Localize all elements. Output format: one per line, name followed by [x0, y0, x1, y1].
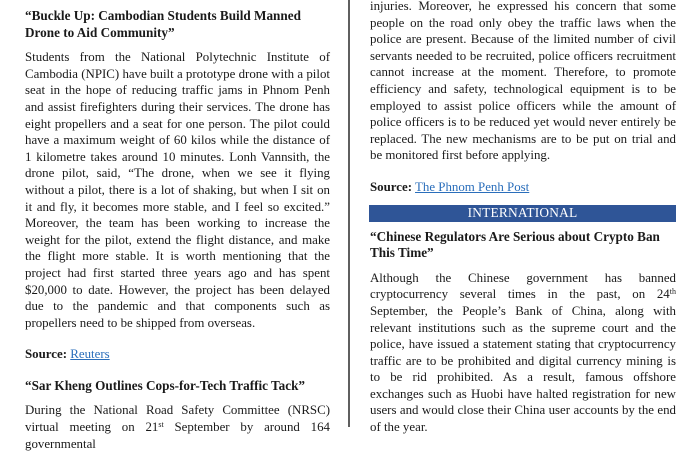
source-link-phnom-penh-post[interactable]: The Phnom Penh Post: [415, 179, 530, 194]
article-headline-drone: “Buckle Up: Cambodian Students Build Manned Drone to Aid Community”: [25, 8, 301, 40]
right-column: [370, 0, 676, 436]
body-text: Although the Chinese government has banned cryptocurrency several times in the past, on 24: [370, 270, 676, 302]
source-link-reuters[interactable]: Reuters: [70, 347, 110, 362]
article-body-sar-kheng-continued: injuries. Moreover, he expressed his concern that some people on the road only obey the traffic laws when the police are present. Because of the limited number of civil servants needed to be recruited, police officers recruitment cannot increase at the moment. Therefore, to promote efficiency and safety, technological equipment is to be employed to assist police officers while the amount of police officers is to be reduced yet would never entirely be replaced. The new mechanisms are to be put on trial and be monitored first before applying.: [370, 0, 676, 163]
article-headline-sar-kheng: “Sar Kheng Outlines Cops-for-Tech Traffic Tack”: [25, 377, 306, 393]
article-body-crypto: [370, 270, 676, 436]
source-label: Source:: [370, 179, 413, 194]
section-banner-international: INTERNATIONAL: [369, 205, 676, 222]
source-label: Source:: [25, 347, 68, 362]
column-divider: [348, 0, 350, 427]
body-text: During the National Road Safety Committee (NRSC) virtual meeting on 21: [25, 403, 330, 435]
article-headline-crypto: “Chinese Regulators Are Serious about Crypto Ban This Time”: [370, 228, 660, 261]
body-text: September, the People’s Bank of China, along with relevant institutions such as the supreme court and the police, have issued a statement stating that cryptocurrency traffic are to be prohibited and digital currency mining is to be rid prohibited. As a result, famous offshore exchanges such as Huobi have halted registration for new users and would close their China user accounts by the end of the year.: [370, 303, 676, 435]
ordinal-suffix: st: [158, 420, 164, 430]
source-line-reuters: [25, 346, 330, 363]
ordinal-suffix: th: [669, 287, 676, 297]
source-line-phnom-penh-post: [370, 179, 676, 196]
article-body-drone: Students from the National Polytechnic Institute of Cambodia (NPIC) have built a prototype drone with a pilot seat in the hope of reducing traffic jams in Phnom Penh and assist firefighters during their services. The drone has eight propellers and a seat for one person. The pilot could have a maximum weight of 60 kilos while the distance of 1 kilometre takes around 10 minutes. Lonh Vannsith, the drone pilot, said, “The drone, when we see it flying without a pilot, there is a lot of shaking, but when I sit on it and fly, it becomes more stable, and I feel so excited.” Moreover, the team has been working to increase the weight for the pilot, extend the flight distance, and make the flight more stable. It is worth mentioning that the project had first started three years ago and has spent $20,000 to date. However, the project has been delayed due to the pandemic and that components such as propellers need to be shipped from overseas.: [25, 50, 330, 330]
left-column: [25, 0, 330, 452]
body-text: September by around 164 governmental: [25, 420, 331, 451]
article-body-sar-kheng: [25, 402, 330, 452]
